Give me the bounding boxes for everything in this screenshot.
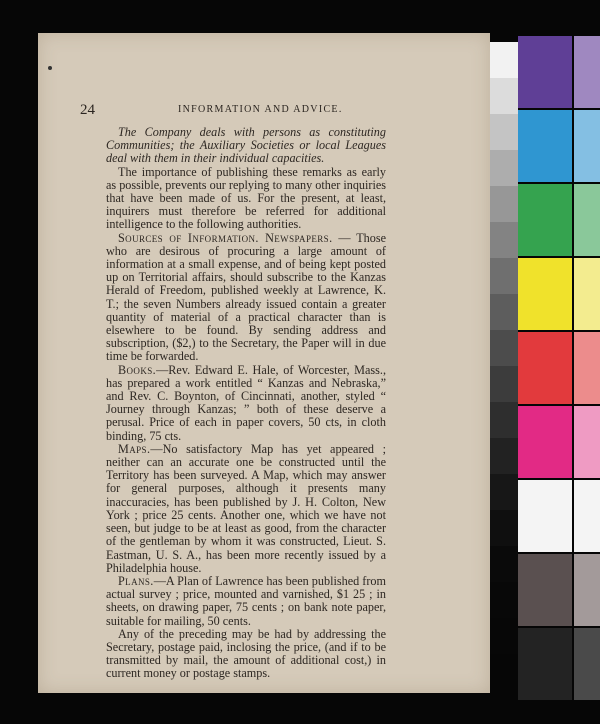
gray-step <box>490 618 518 654</box>
yellow-patch <box>518 258 572 330</box>
gray-step <box>490 186 518 222</box>
gray-step <box>490 438 518 474</box>
gray-step <box>490 150 518 186</box>
gray-step <box>490 78 518 114</box>
paragraph-text: — Those who are desirous of procuring a large amount of information at a small expense, and of being kept posted up on Territorial affairs, should subscribe to the Kanzas Herald of Freedom, published weekly at Lawrence, K. T.; the seven Numbers already issued contain a greater quantity of material of a practical character than is elsewhere to be found. By sending address and subscription, ($2,) to the Secretary, the Paper will in due time be forwarded. <box>106 230 386 364</box>
gray-step <box>490 222 518 258</box>
ink-speck <box>48 66 52 70</box>
page-body <box>106 126 386 681</box>
paragraph-text: —Rev. Edward E. Hale, of Worcester, Mass., has prepared a work entitled “ Kanzas and Nebraska,” and Rev. C. Boynton, of Cincinnati, another, styled “ Journey through Kanzas; ” both of these deserve a perusal. Price of each in paper covers, 50 cts, in cloth binding, 75 cts. <box>106 362 386 443</box>
green-tint-patch <box>574 184 600 256</box>
page-header <box>80 102 430 118</box>
section-heading: Books. <box>118 362 157 377</box>
red-patch <box>518 332 572 404</box>
paragraph-closing <box>106 628 386 681</box>
gray-step <box>490 294 518 330</box>
paragraph-maps <box>106 443 386 575</box>
gray-step <box>490 366 518 402</box>
gray-step <box>490 582 518 618</box>
yellow-tint-patch <box>574 258 600 330</box>
gray-step <box>490 654 518 690</box>
gray-step <box>490 510 518 546</box>
paragraph-text: Any of the preceding may be had by addressing the Secretary, postage paid, inclosing the price, (and if to be transmitted by mail, the amount of additional cost,) in current money or postage stamps. <box>106 626 386 681</box>
paragraph-lead <box>106 126 386 166</box>
violet-tint-patch <box>574 36 600 108</box>
magenta-patch <box>518 406 572 478</box>
magenta-tint-patch <box>574 406 600 478</box>
white-patch <box>518 480 572 552</box>
section-heading: Maps. <box>118 441 151 456</box>
section-heading: Sources of Information. Newspapers. <box>118 230 333 245</box>
black-tint-patch <box>574 628 600 700</box>
running-head: INFORMATION AND ADVICE. <box>178 104 343 115</box>
red-tint-patch <box>574 332 600 404</box>
paragraph-plans <box>106 575 386 628</box>
section-heading: Plans. <box>118 573 154 588</box>
gray-step <box>490 42 518 78</box>
paragraph-books <box>106 364 386 443</box>
paragraph-newspapers <box>106 232 386 364</box>
gray-step <box>490 474 518 510</box>
page-number: 24 <box>80 102 95 118</box>
dark-gray-patch <box>518 554 572 626</box>
gray-step <box>490 402 518 438</box>
white-tint-patch <box>574 480 600 552</box>
gray-step <box>490 330 518 366</box>
paragraph-text: The importance of publishing these remarks as early as possible, prevents our replying to many other inquiries that have been made of us. For the present, at least, inquirers must therefore be referred for additional intelligence to the following authorities. <box>106 164 386 232</box>
gray-step <box>490 258 518 294</box>
paragraph-importance <box>106 166 386 232</box>
dark-gray-tint-patch <box>574 554 600 626</box>
cyan-patch <box>518 110 572 182</box>
black-patch <box>518 628 572 700</box>
paragraph-text: —A Plan of Lawrence has been published from actual survey ; price, mounted and varnished, $1 25 ; in sheets, on drawing paper, 75 cents ; on bank note paper, suitable for mailing, 50 cents. <box>106 573 386 628</box>
violet-patch <box>518 36 572 108</box>
paragraph-text: —No satisfactory Map has yet appeared ; neither can an accurate one be constructed until the Territory has been surveyed. A Map, which may answer for general purposes, although it presents many inaccuracies, has been published by J. H. Colton, New York ; price 25 cents. Another one, which we have not seen, but judge to be at least as good, from the character of the gentleman by whom it was constructed, Lieut. S. Eastman, U. S. A., has been more recently issued by a Philadelphia house. <box>106 441 386 575</box>
cyan-tint-patch <box>574 110 600 182</box>
green-patch <box>518 184 572 256</box>
gray-step <box>490 114 518 150</box>
paragraph-text: The Company deals with persons as constituting Communities; the Auxiliary Societies or local Leagues deal with them in their individual capacities. <box>106 125 386 166</box>
gray-step <box>490 546 518 582</box>
